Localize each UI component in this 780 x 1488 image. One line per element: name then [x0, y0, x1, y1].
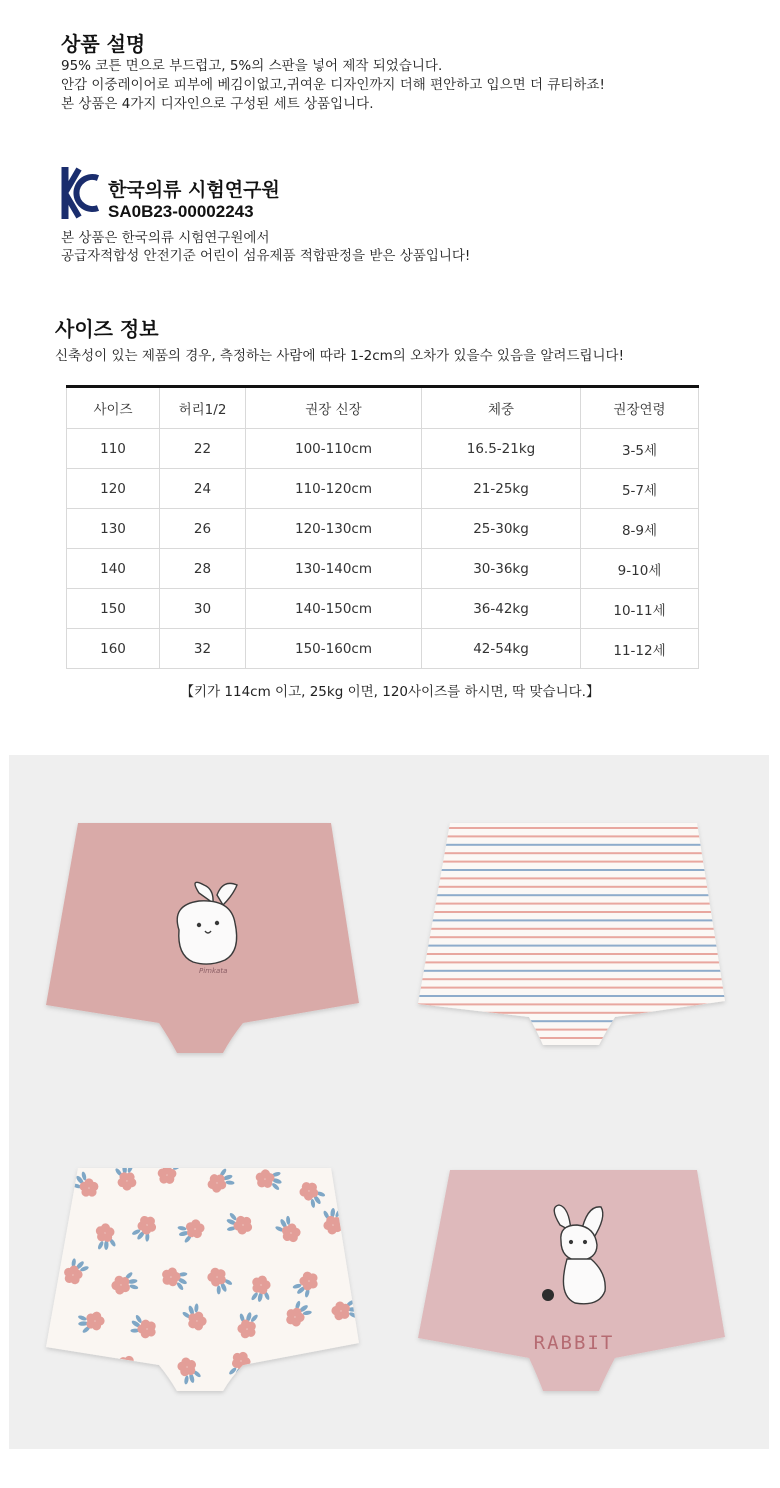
- product-rabbit-text: [418, 1170, 725, 1391]
- cell-height: 130-140cm: [246, 549, 422, 589]
- cell-age: 3-5세: [581, 429, 699, 469]
- cell-age: 11-12세: [581, 629, 699, 669]
- header-age: 권장연령: [581, 388, 699, 429]
- table-row: [67, 589, 699, 629]
- cell-age: 10-11세: [581, 589, 699, 629]
- certification-line-2: 공급자적합성 안전기준 어린이 섬유제품 적합판정을 받은 상품입니다!: [61, 248, 471, 264]
- cell-height: 120-130cm: [246, 509, 422, 549]
- cell-height: 150-160cm: [246, 629, 422, 669]
- header-waist: 허리1/2: [160, 388, 246, 429]
- product-illustrations: [9, 755, 769, 1449]
- cell-weight: 25-30kg: [422, 509, 581, 549]
- product-stripes: [409, 823, 739, 1045]
- table-row: [67, 469, 699, 509]
- table-row: [67, 429, 699, 469]
- description-line-3: 본 상품은 4가지 디자인으로 구성된 세트 상품입니다.: [61, 96, 374, 112]
- cell-waist: 24: [160, 469, 246, 509]
- cell-age: 5-7세: [581, 469, 699, 509]
- header-weight: 체중: [422, 388, 581, 429]
- description-line-2: 안감 이중레이어로 피부에 베김이없고,귀여운 디자인까지 더해 편안하고 입으면 더 큐티하죠!: [61, 77, 605, 93]
- cell-weight: 16.5-21kg: [422, 429, 581, 469]
- striped-shorts-shape: [418, 823, 725, 1045]
- table-row: [67, 549, 699, 589]
- product-image-panel: [9, 755, 769, 1449]
- cell-size: 150: [67, 589, 160, 629]
- cell-height: 100-110cm: [246, 429, 422, 469]
- table-row: [67, 629, 699, 669]
- header-size: 사이즈: [67, 388, 160, 429]
- cell-waist: 26: [160, 509, 246, 549]
- cell-size: 120: [67, 469, 160, 509]
- cell-size: 160: [67, 629, 160, 669]
- product-flowers: [46, 1154, 365, 1391]
- kc-certificate-code: SA0B23-00002243: [108, 202, 254, 221]
- cell-age: 8-9세: [581, 509, 699, 549]
- cell-size: 130: [67, 509, 160, 549]
- size-example-note: 【키가 114cm 이고, 25kg 이면, 120사이즈를 하시면, 딱 맞습니다.】: [180, 684, 600, 700]
- kc-institute-name: 한국의류 시험연구원: [108, 179, 280, 201]
- description-line-1: 95% 코튼 면으로 부드럽고, 5%의 스판을 넣어 제작 되었습니다.: [61, 58, 443, 74]
- rabbit-print-text: RABBIT: [533, 1332, 615, 1354]
- cell-waist: 32: [160, 629, 246, 669]
- table-row: [67, 509, 699, 549]
- cell-height: 140-150cm: [246, 589, 422, 629]
- description-title: 상품 설명: [61, 32, 146, 56]
- cell-age: 9-10세: [581, 549, 699, 589]
- table-header-row: [67, 388, 699, 429]
- cell-waist: 22: [160, 429, 246, 469]
- size-info-notice: 신축성이 있는 제품의 경우, 측정하는 사람에 따라 1-2cm의 오차가 있을수 있음을 알려드립니다!: [55, 348, 625, 364]
- product-pink-bunny: [46, 823, 359, 1053]
- size-info-title: 사이즈 정보: [55, 317, 159, 341]
- cell-size: 140: [67, 549, 160, 589]
- header-height: 권장 신장: [246, 388, 422, 429]
- cell-weight: 30-36kg: [422, 549, 581, 589]
- cell-height: 110-120cm: [246, 469, 422, 509]
- cell-size: 110: [67, 429, 160, 469]
- certification-line-1: 본 상품은 한국의류 시험연구원에서: [61, 230, 270, 246]
- cell-weight: 36-42kg: [422, 589, 581, 629]
- size-table: [66, 388, 699, 669]
- cell-waist: 30: [160, 589, 246, 629]
- kc-certification-logo: [60, 164, 102, 222]
- bunny-signature-art: Pimkata: [199, 967, 228, 975]
- cell-weight: 42-54kg: [422, 629, 581, 669]
- cell-weight: 21-25kg: [422, 469, 581, 509]
- cell-waist: 28: [160, 549, 246, 589]
